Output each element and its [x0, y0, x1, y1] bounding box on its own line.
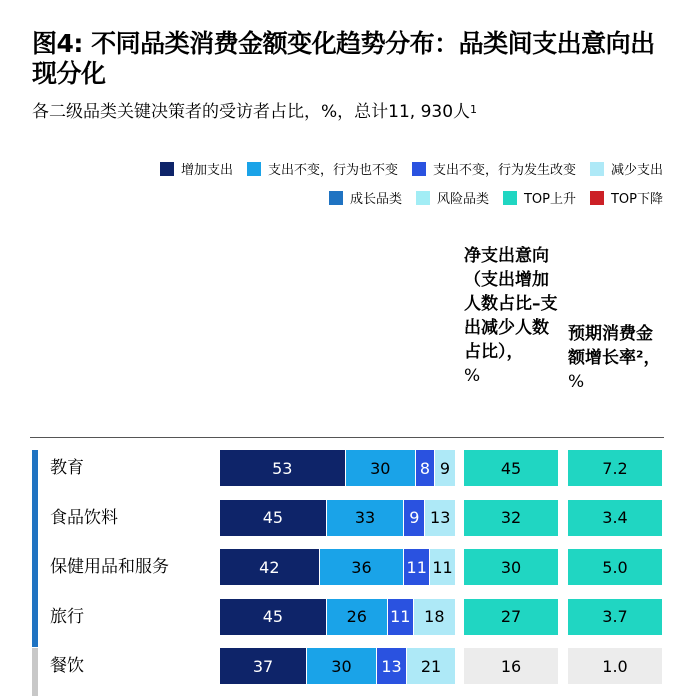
net-intent-header-label: 净支出意向（支出增加人数占比–支出减少人数占比），: [464, 246, 558, 362]
bar-segment-increase: 53: [220, 450, 345, 486]
category-group-bar-growth: [32, 450, 38, 647]
net-intent-value: 30: [464, 549, 558, 585]
legend-item-decrease: [590, 159, 663, 178]
bar-segment-unchanged-same: 30: [345, 450, 416, 486]
legend-swatch-icon: [160, 162, 174, 176]
legend-label: 增加支出: [180, 163, 233, 178]
expected-growth-value: 1.0: [568, 648, 662, 684]
stacked-bar: [220, 648, 455, 684]
net-intent-header-unit: %: [464, 366, 481, 386]
legend-swatch-icon: [416, 191, 430, 205]
legend-label: 支出不变，行为也不变: [267, 163, 398, 178]
bar-segment-decrease: 9: [434, 450, 455, 486]
bar-segment-unchanged-same: 26: [326, 599, 387, 635]
bar-segment-unchanged-changed: 11: [403, 549, 429, 585]
expected-growth-value: 7.2: [568, 450, 662, 486]
legend-item-growth-category: [329, 188, 402, 207]
net-intent-header: [464, 244, 564, 388]
category-label: 餐饮: [50, 656, 84, 676]
bar-segment-increase: 42: [220, 549, 319, 585]
net-intent-value: 27: [464, 599, 558, 635]
bar-segment-unchanged-same: 36: [319, 549, 404, 585]
category-group-bar-neutral: [32, 648, 38, 696]
legend-label: 支出不变，行为发生改变: [432, 163, 576, 178]
legend-item-unchanged-changed: [412, 159, 576, 178]
legend-item-top-up: [503, 188, 576, 207]
growth-header: [568, 322, 668, 394]
subtitle-text: 各二级品类关键决策者的受访者占比，%，总计11, 930人: [32, 102, 471, 122]
bar-segment-unchanged-changed: 9: [403, 500, 424, 536]
stacked-bar: [220, 500, 455, 536]
bar-segment-decrease: 11: [429, 549, 455, 585]
legend-swatch-icon: [590, 162, 604, 176]
chart-subtitle: [32, 101, 477, 123]
legend-item-unchanged-same: [247, 159, 398, 178]
legend-swatch-icon: [503, 191, 517, 205]
expected-growth-value: 3.7: [568, 599, 662, 635]
legend-item-risk-category: [416, 188, 489, 207]
category-label: 保健用品和服务: [50, 557, 169, 577]
legend-row-1: [160, 159, 663, 178]
net-intent-value: 32: [464, 500, 558, 536]
bar-segment-increase: 37: [220, 648, 306, 684]
expected-growth-value: 5.0: [568, 549, 662, 585]
bar-segment-unchanged-same: 30: [306, 648, 376, 684]
legend-swatch-icon: [412, 162, 426, 176]
stacked-bar: [220, 450, 455, 486]
bar-segment-unchanged-same: 33: [326, 500, 404, 536]
legend-label: TOP下降: [610, 192, 663, 207]
legend-item-increase: [160, 159, 233, 178]
legend-label: 风险品类: [436, 192, 489, 207]
bar-segment-unchanged-changed: 13: [376, 648, 406, 684]
legend-swatch-icon: [329, 191, 343, 205]
header-divider: [30, 437, 664, 438]
stacked-bar: [220, 549, 455, 585]
stacked-bar: [220, 599, 455, 635]
bar-segment-decrease: 13: [424, 500, 455, 536]
bar-segment-decrease: 21: [406, 648, 455, 684]
legend-label: 减少支出: [610, 163, 663, 178]
category-label: 教育: [50, 458, 84, 478]
legend-label: TOP上升: [523, 192, 576, 207]
net-intent-value: 45: [464, 450, 558, 486]
net-intent-value: 16: [464, 648, 558, 684]
category-label: 食品饮料: [50, 507, 118, 528]
growth-header-unit: %: [568, 372, 585, 392]
chart-title: 图4: 不同品类消费金额变化趋势分布：品类间支出意向出现分化: [32, 29, 655, 88]
legend-swatch-icon: [247, 162, 261, 176]
expected-growth-value: 3.4: [568, 500, 662, 536]
bar-segment-decrease: 18: [413, 599, 455, 635]
bar-segment-increase: 45: [220, 599, 326, 635]
legend-swatch-icon: [590, 191, 604, 205]
bar-segment-increase: 45: [220, 500, 326, 536]
subtitle-footnote-mark: 1: [470, 103, 478, 116]
growth-header-label: 预期消费金额增长率²，: [568, 324, 661, 368]
category-label: 旅行: [50, 606, 84, 627]
bar-segment-unchanged-changed: 11: [387, 599, 413, 635]
legend-label: 成长品类: [349, 192, 402, 207]
bar-segment-unchanged-changed: 8: [415, 450, 434, 486]
legend-row-2: [329, 188, 663, 207]
legend-item-top-down: [590, 188, 663, 207]
